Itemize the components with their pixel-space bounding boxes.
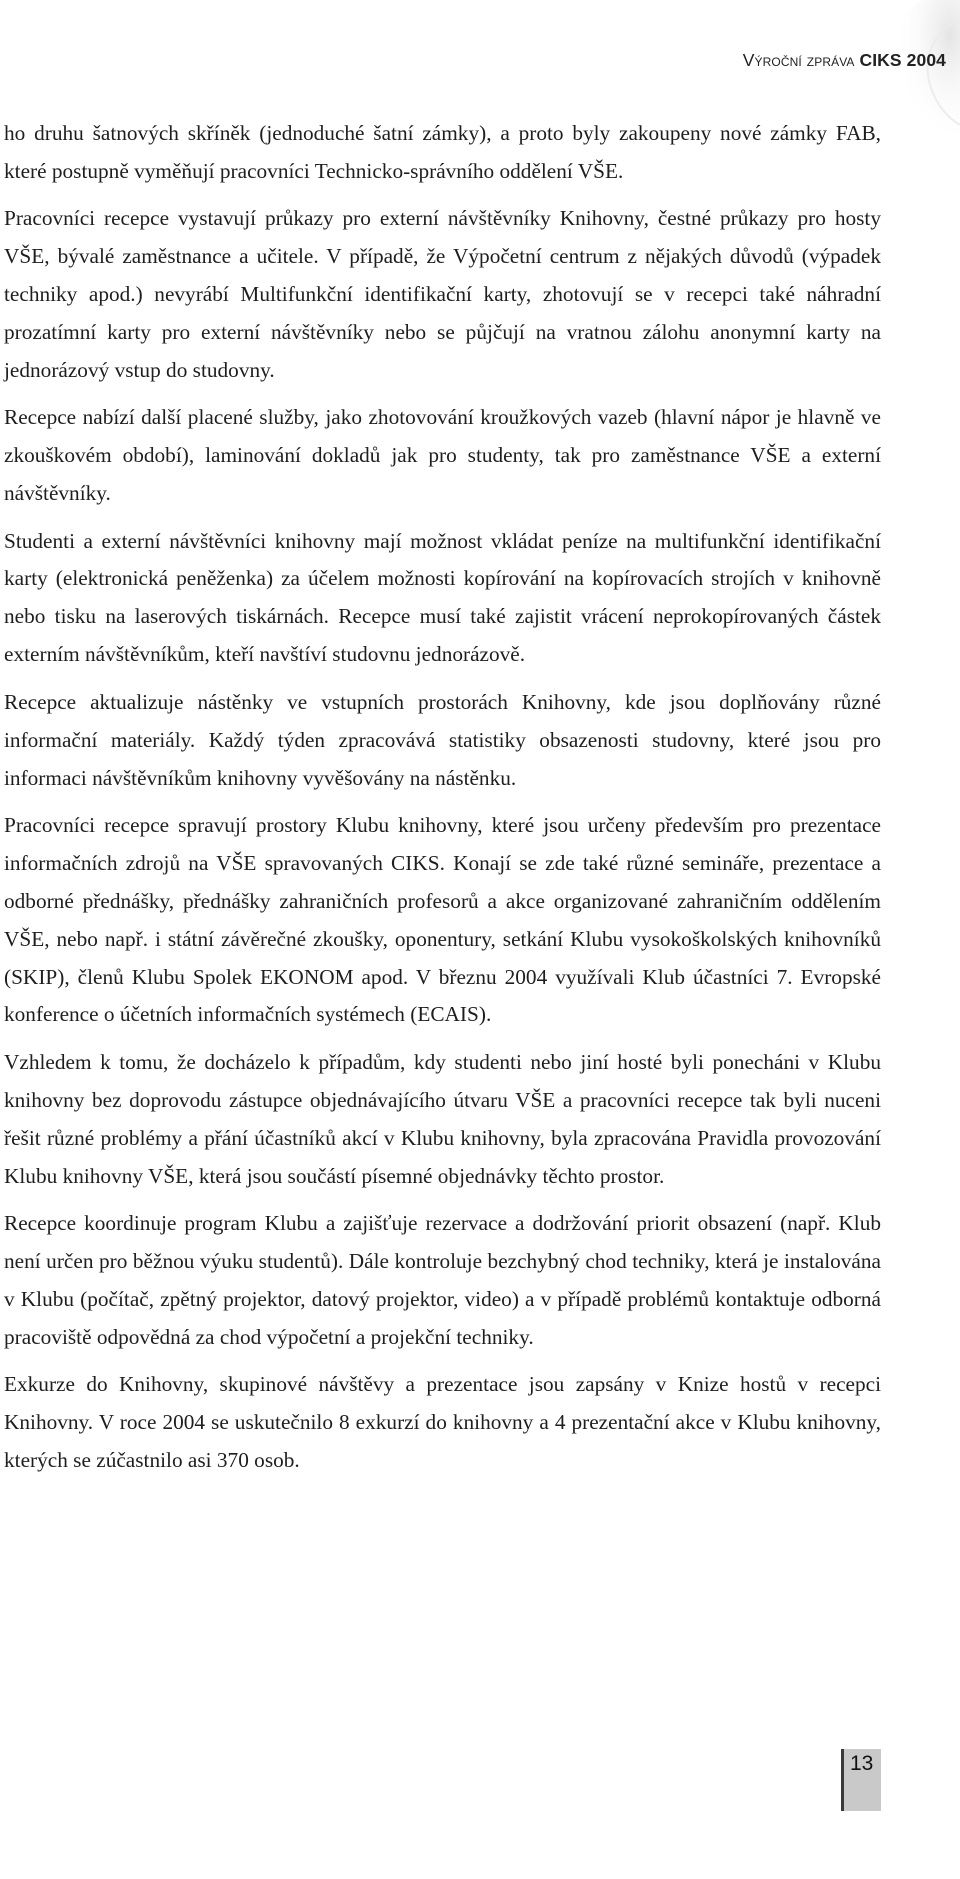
paragraph-club-coordination: Recepce koordinuje program Klubu a zajišťuje rezervace a dodržování priorit obsazení (např. Klub není určen pro běžnou výuku studentů). Dále kontroluje bezchybný chod techniky, která je instalována v Klubu (počítač, zpětný projektor, datový projektor, video) a v případě problémů kontaktuje odborná pracoviště odpovědná za chod výpočetní a projekční techniky.: [4, 1210, 881, 1349]
paragraph-visitor-cards: Pracovníci recepce vystavují průkazy pro externí návštěvníky Knihovny, čestné průkazy pro hosty VŠE, bývalé zaměstnance a učitele. V případě, že Výpočetní centrum z nějakých důvodů (výpadek techniky apod.) nevyrábí Multifunkční identifikační karty, zhotovují se v recepci také náhradní prozatímní karty pro externí návštěvníky nebo se půjčují na vratnou zálohu anonymní karty na jednorázový vstup do studovny.: [4, 206, 881, 382]
page-number: 13: [850, 1752, 874, 1775]
paragraph-club-rules: Vzhledem k tomu, že docházelo k případům, kdy studenti nebo jiní hosté byli ponecháni v Klubu knihovny bez doprovodu zástupce objednávajícího útvaru VŠE a pracovníci recepce tak byli nuceni řešit různé problémy a přání účastníků akcí v Klubu knihovny, byla zpracována Pravidla provozování Klubu knihovny VŠE, která jsou součástí písemné objednávky těchto prostor.: [4, 1049, 881, 1188]
paragraph-electronic-wallet: Studenti a externí návštěvníci knihovny mají možnost vkládat peníze na multifunkční identifikační karty (elektronická peněženka) za účelem možnosti kopírování na kopírovacích strojích v knihovně nebo tisku na laserových tiskárnách. Recepce musí také zajistit vrácení neprokopírovaných částek externím návštěvníkům, kteří navštíví studovnu jednorázově.: [4, 528, 881, 667]
header-title: Výroční zpráva: [742, 50, 855, 70]
paragraph-library-club: Pracovníci recepce spravují prostory Klubu knihovny, které jsou určeny především pro prezentace informačních zdrojů na VŠE spravovaných CIKS. Konají se zde také různé semináře, prezentace a odborné přednášky, přednášky zahraničních profesorů a akce organizované zahraničním oddělením VŠE, nebo např. i státní závěrečné zkoušky, oponentury, setkání Klubu vysokoškolských knihovníků (SKIP), členů Klubu Spolek EKONOM apod. V březnu 2004 využívali Klub účastníci 7. Evropské konference o účetních informačních systémech (ECAIS).: [4, 812, 881, 1027]
paragraph-wardrobe-locks: ho druhu šatnových skříněk (jednoduché šatní zámky), a proto byly zakoupeny nové zámky FAB, které postupně vyměňují pracovníci Technicko-správního oddělení VŠE.: [4, 121, 881, 183]
paragraph-excursions: Exkurze do Knihovny, skupinové návštěvy a prezentace jsou zapsány v Knize hostů v recepci Knihovny. V roce 2004 se uskutečnilo 8 exkurzí do knihovny a 4 prezentační akce v Klubu knihovny, kterých se zúčastnilo asi 370 osob.: [4, 1372, 881, 1472]
header-brand: CIKS 2004: [859, 50, 946, 70]
page-header: [743, 50, 946, 71]
paragraph-paid-services: Recepce nabízí další placené služby, jako zhotovování kroužkových vazeb (hlavní nápor je hlavně ve zkouškovém období), laminování dokladů jak pro studenty, tak pro zaměstnance VŠE a externí návštěvníky.: [4, 405, 881, 506]
body-text: [4, 115, 881, 1489]
paragraph-notice-boards: Recepce aktualizuje nástěnky ve vstupních prostorách Knihovny, kde jsou doplňovány různé informační materiály. Každý týden zpracovává statistiky obsazenosti studovny, které jsou pro informaci návštěvníkům knihovny vyvěšovány na nástěnku.: [4, 689, 881, 790]
page-number-box: [841, 1749, 881, 1811]
